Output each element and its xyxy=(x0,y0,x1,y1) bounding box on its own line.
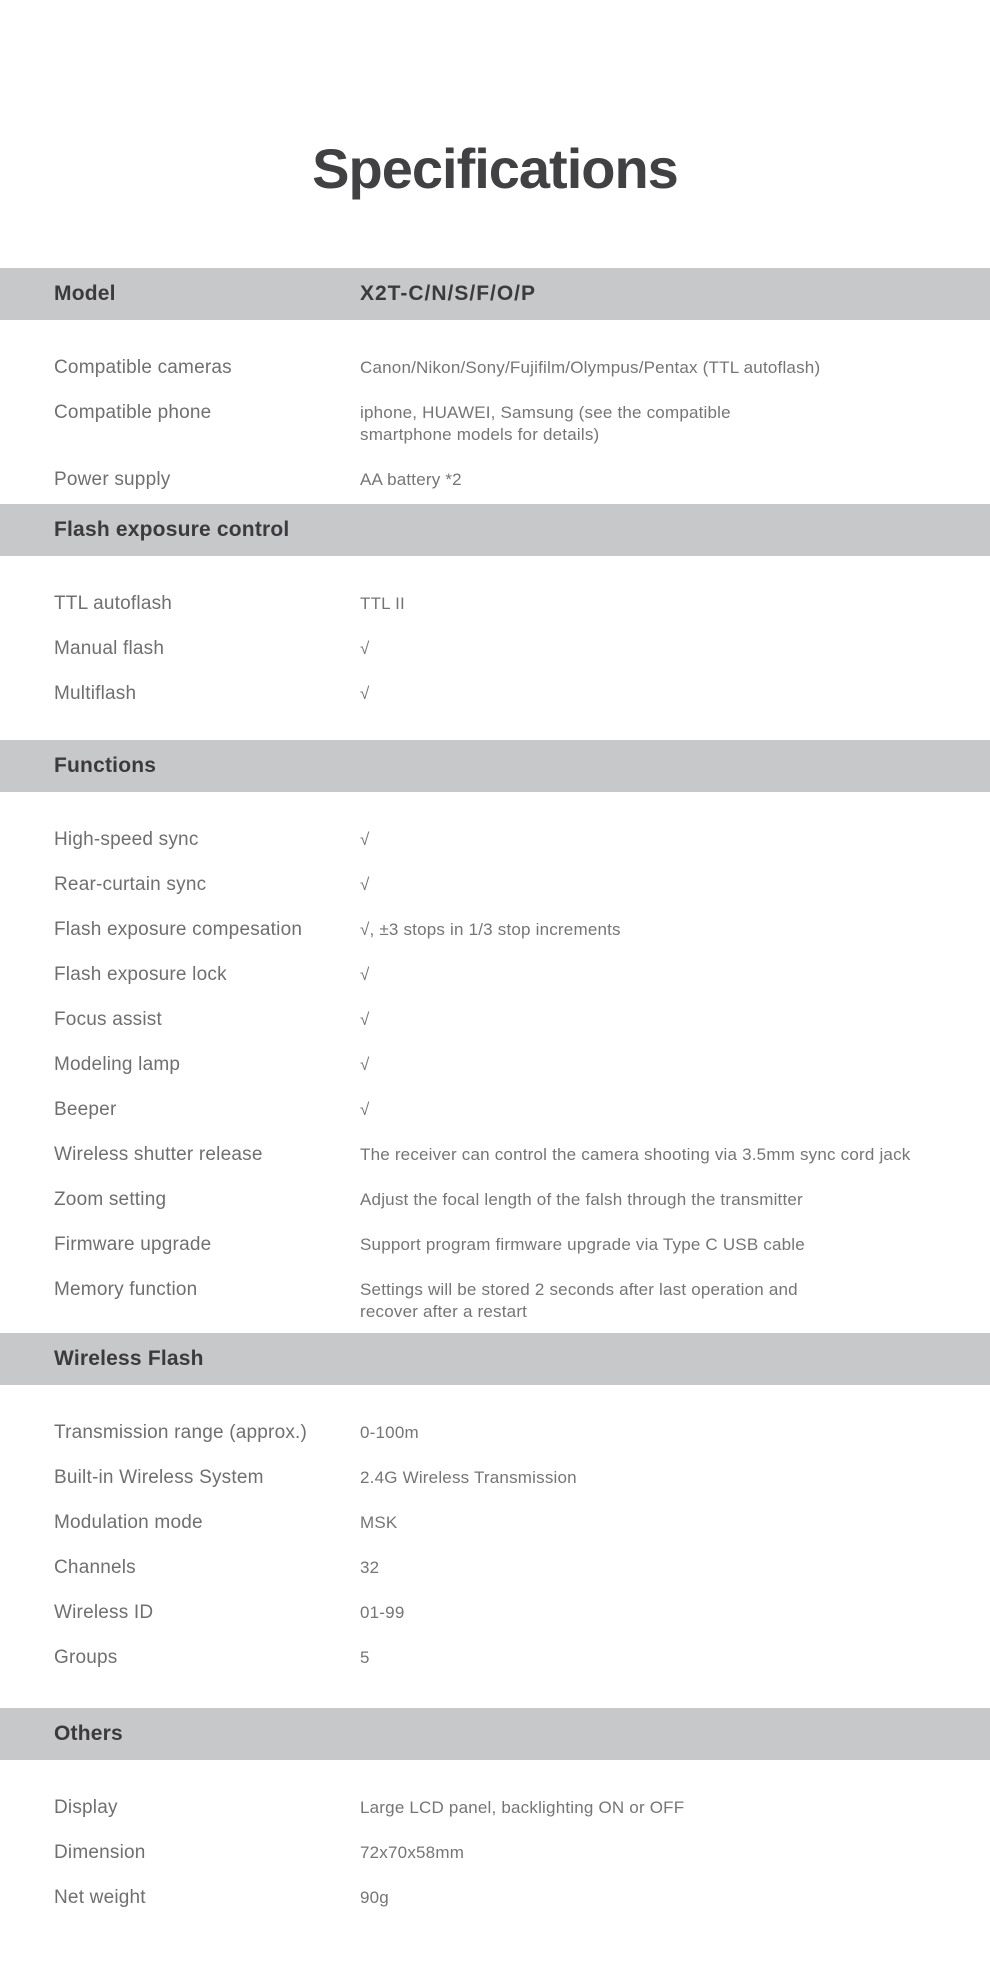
spec-row-label: Transmission range (approx.) xyxy=(54,1422,308,1443)
spec-row xyxy=(0,672,990,717)
section-rows xyxy=(0,320,990,503)
spec-row-value: √ xyxy=(360,639,370,658)
section-title: Functions xyxy=(54,754,157,777)
spec-row-value: Canon/Nikon/Sony/Fujifilm/Olympus/Pentax (TTL autoflash) xyxy=(360,358,821,377)
spec-row-label: Beeper xyxy=(54,1099,117,1120)
spec-row-label: Focus assist xyxy=(54,1009,162,1030)
spec-row-value: 32 xyxy=(360,1558,380,1577)
spec-row xyxy=(0,1043,990,1088)
spec-row-value: Support program firmware upgrade via Type C USB cable xyxy=(360,1235,805,1254)
spec-row-value: 0-100m xyxy=(360,1423,419,1442)
spec-row xyxy=(0,998,990,1043)
section-others xyxy=(0,1708,990,1921)
spec-row-value: 2.4G Wireless Transmission xyxy=(360,1468,577,1487)
spec-row-value: 90g xyxy=(360,1888,389,1907)
spec-row-label: Flash exposure lock xyxy=(54,964,227,985)
spec-row-label: Rear-curtain sync xyxy=(54,874,207,895)
spec-row-label: Compatible phone xyxy=(54,402,212,423)
section-model-value: X2T-C/N/S/F/O/P xyxy=(360,282,537,305)
spec-row xyxy=(0,1223,990,1268)
spec-row-value: Large LCD panel, backlighting ON or OFF xyxy=(360,1798,685,1817)
spec-row-label: Zoom setting xyxy=(54,1189,167,1210)
section-title: Wireless Flash xyxy=(54,1347,204,1370)
section-header-bar xyxy=(0,504,990,556)
spec-row-value: √, ±3 stops in 1/3 stop increments xyxy=(360,920,621,939)
spec-row-label: TTL autoflash xyxy=(54,593,173,614)
spec-row-value: TTL II xyxy=(360,594,405,613)
spec-row xyxy=(0,582,990,627)
spec-row xyxy=(0,1133,990,1178)
section-title: Others xyxy=(54,1722,123,1745)
spec-row-label: Wireless ID xyxy=(54,1602,154,1623)
section-header-bar xyxy=(0,268,990,320)
spec-row-value: √ xyxy=(360,875,370,894)
section-rows xyxy=(0,1385,990,1681)
spec-row-value: 01-99 xyxy=(360,1603,405,1622)
spec-row xyxy=(0,391,990,458)
spec-row xyxy=(0,1546,990,1591)
section-rows xyxy=(0,792,990,1335)
section-rows xyxy=(0,556,990,717)
spec-row-value: AA battery *2 xyxy=(360,470,462,489)
spec-row xyxy=(0,1088,990,1133)
spec-row xyxy=(0,1501,990,1546)
spec-row-label: Channels xyxy=(54,1557,136,1578)
spec-row xyxy=(0,1831,990,1876)
spec-row-value: The receiver can control the camera shooting via 3.5mm sync cord jack xyxy=(360,1145,911,1164)
spec-row-label: Built-in Wireless System xyxy=(54,1467,264,1488)
spec-row-label: Multiflash xyxy=(54,683,137,704)
spec-row-label: Net weight xyxy=(54,1887,146,1908)
spec-row-label: Memory function xyxy=(54,1279,198,1300)
spec-row xyxy=(0,627,990,672)
spec-row xyxy=(0,458,990,503)
section-flash-exposure-control xyxy=(0,504,990,717)
spec-row-label: Power supply xyxy=(54,469,171,490)
spec-row-value: MSK xyxy=(360,1513,398,1532)
spec-row-value: iphone, HUAWEI, Samsung (see the compatible smartphone models for details) xyxy=(360,403,731,444)
section-functions xyxy=(0,740,990,1335)
spec-row-value: √ xyxy=(360,684,370,703)
spec-row xyxy=(0,818,990,863)
section-header-bar xyxy=(0,1708,990,1760)
spec-row-label: Compatible cameras xyxy=(54,357,232,378)
spec-row-value: √ xyxy=(360,1010,370,1029)
spec-row-label: Firmware upgrade xyxy=(54,1234,212,1255)
spec-row-label: Groups xyxy=(54,1647,118,1668)
spec-row-label: Dimension xyxy=(54,1842,146,1863)
spec-row xyxy=(0,1268,990,1335)
spec-row-value: Adjust the focal length of the falsh through the transmitter xyxy=(360,1190,803,1209)
spec-row-label: Manual flash xyxy=(54,638,165,659)
spec-row-value: √ xyxy=(360,830,370,849)
section-title: Model xyxy=(54,282,116,305)
section-header-bar xyxy=(0,1333,990,1385)
section-rows xyxy=(0,1760,990,1921)
spec-row-label: High-speed sync xyxy=(54,829,199,850)
spec-row-value: 72x70x58mm xyxy=(360,1843,465,1862)
spec-row-value: √ xyxy=(360,1055,370,1074)
spec-row xyxy=(0,1591,990,1636)
spec-row-label: Modulation mode xyxy=(54,1512,203,1533)
spec-row-label: Modeling lamp xyxy=(54,1054,181,1075)
spec-row xyxy=(0,908,990,953)
spec-row-value: √ xyxy=(360,965,370,984)
section-wireless-flash xyxy=(0,1333,990,1681)
spec-row xyxy=(0,1456,990,1501)
spec-row-label: Flash exposure compesation xyxy=(54,919,303,940)
section-header-bar xyxy=(0,740,990,792)
spec-row-label: Display xyxy=(54,1797,118,1818)
spec-row-value: Settings will be stored 2 seconds after last operation and recover after a restart xyxy=(360,1280,798,1321)
spec-row xyxy=(0,1411,990,1456)
section-model xyxy=(0,268,990,503)
spec-row xyxy=(0,1178,990,1223)
spec-row-value: 5 xyxy=(360,1648,370,1667)
page-title: Specifications xyxy=(312,137,678,200)
spec-row xyxy=(0,863,990,908)
spec-row xyxy=(0,346,990,391)
spec-row xyxy=(0,1786,990,1831)
spec-row xyxy=(0,1876,990,1921)
spec-row xyxy=(0,953,990,998)
section-title: Flash exposure control xyxy=(54,518,290,541)
spec-row xyxy=(0,1636,990,1681)
spec-row-value: √ xyxy=(360,1100,370,1119)
spec-row-label: Wireless shutter release xyxy=(54,1144,263,1165)
